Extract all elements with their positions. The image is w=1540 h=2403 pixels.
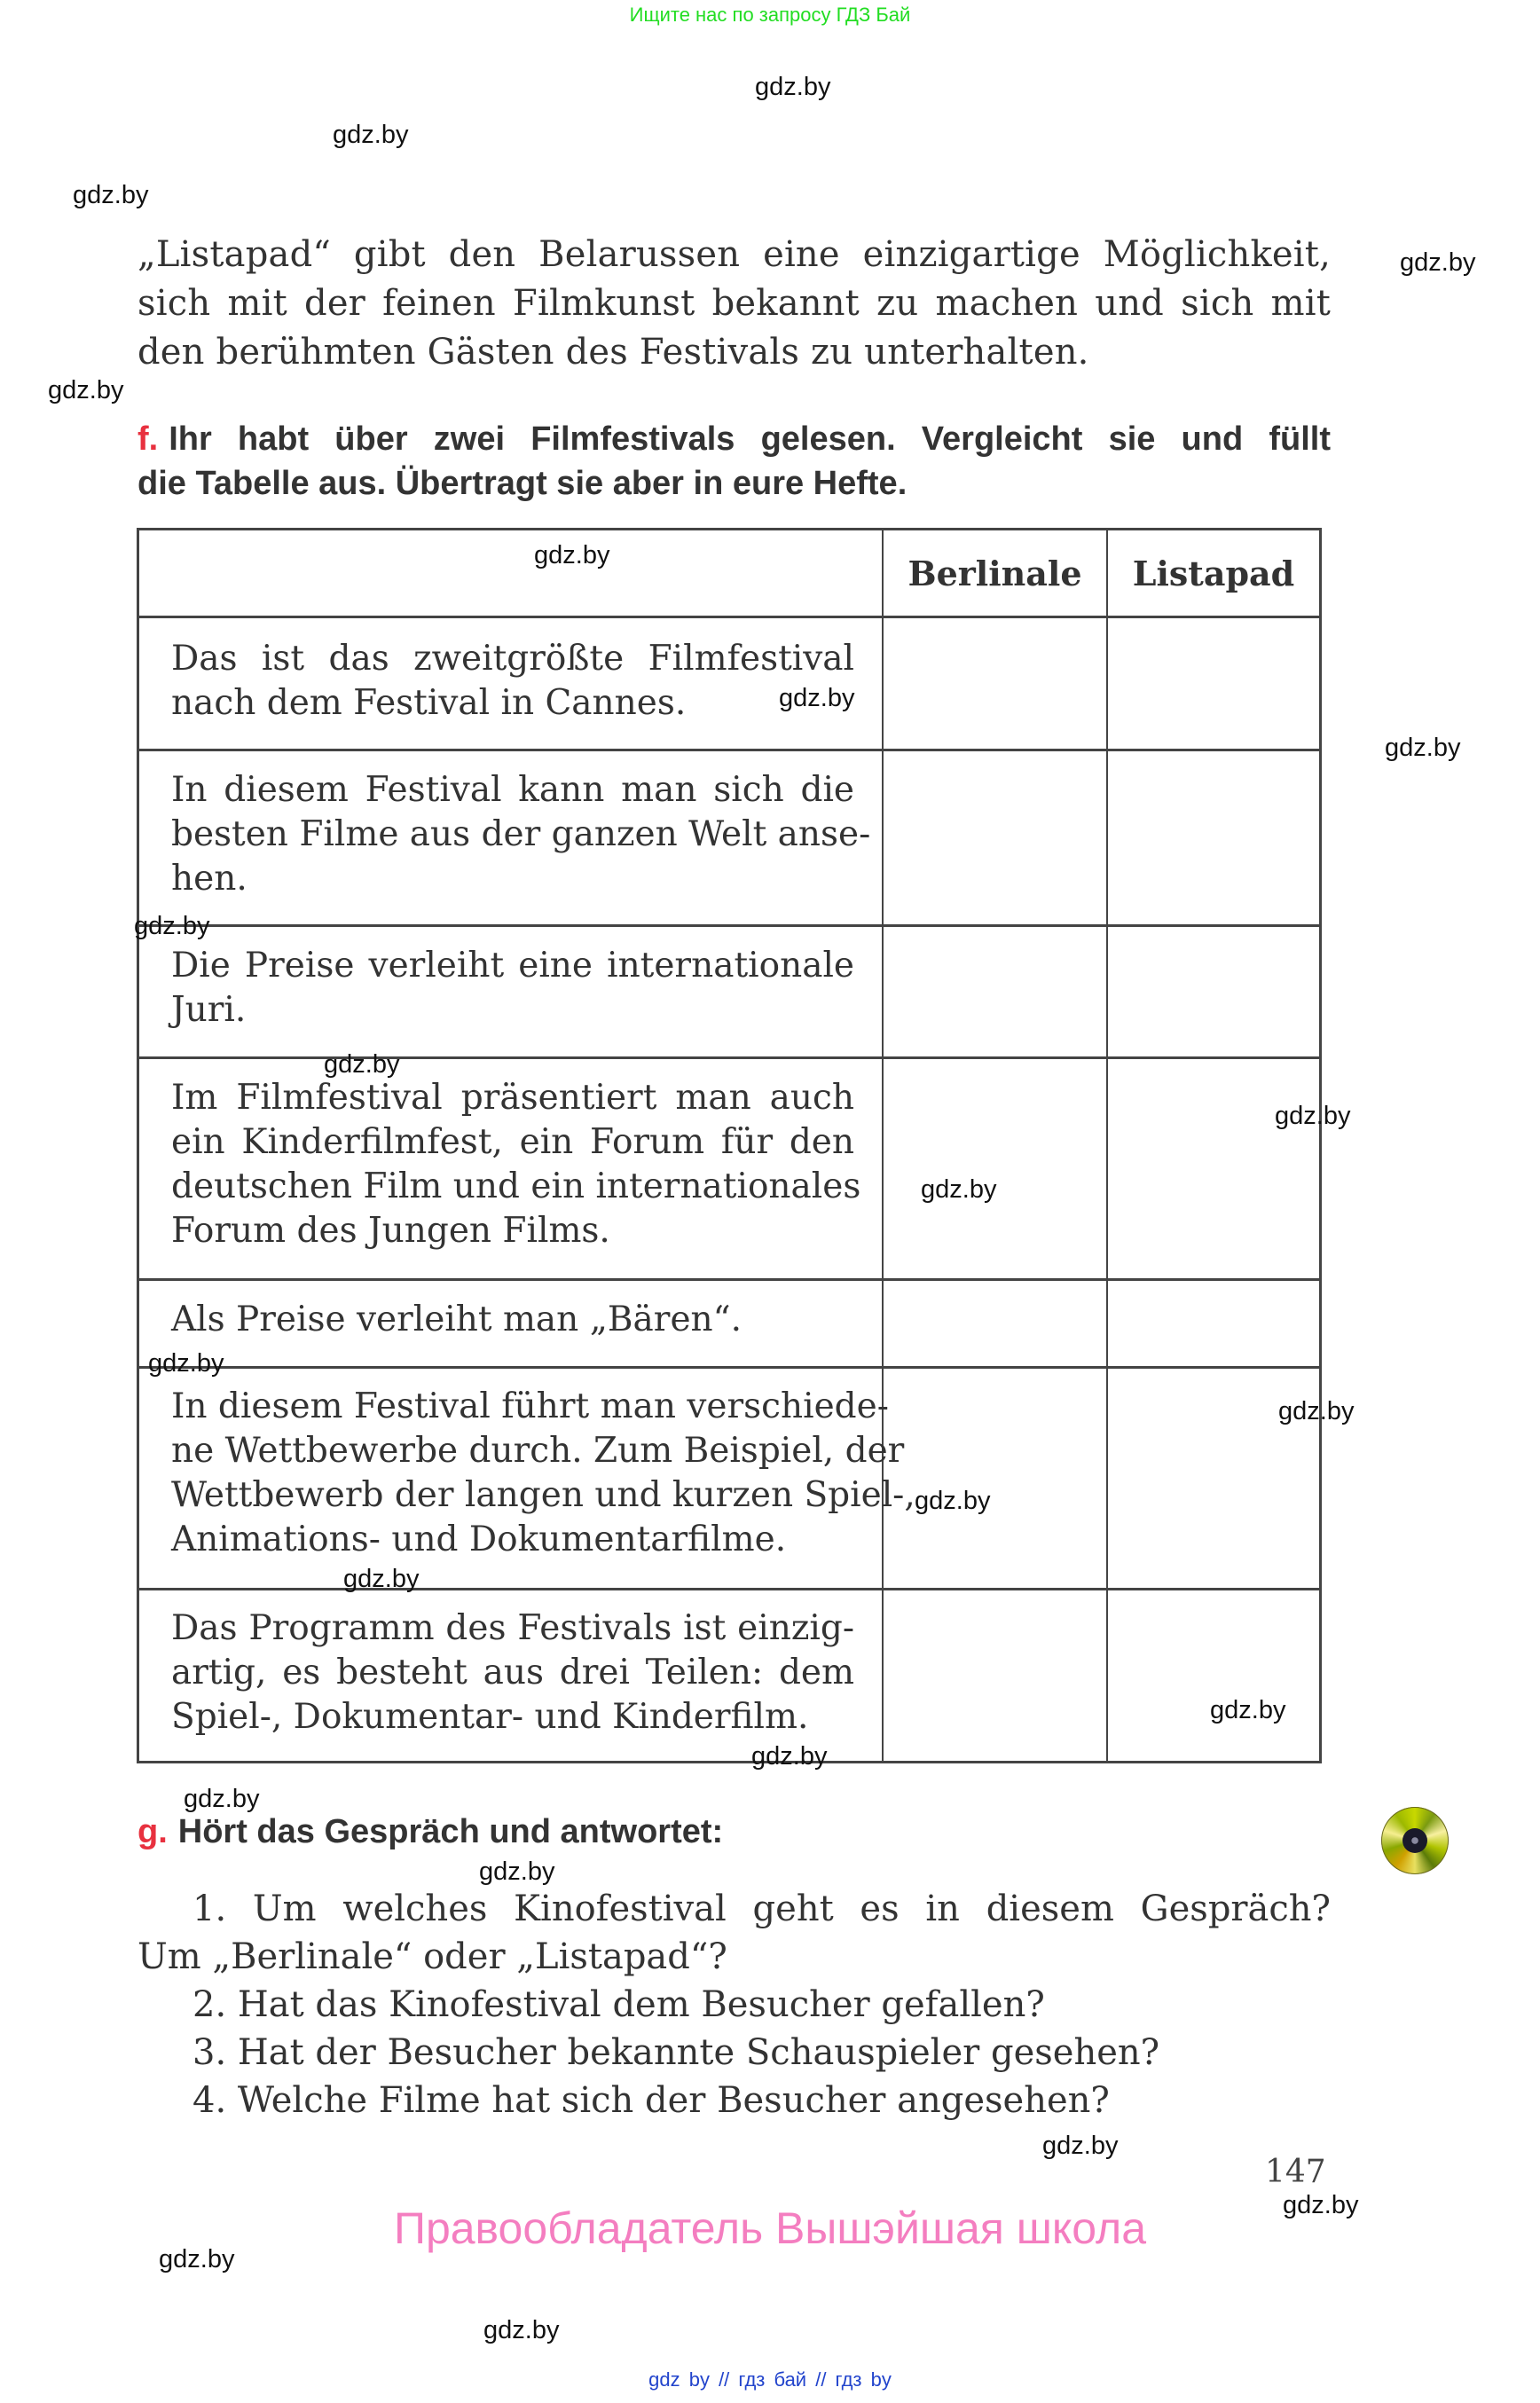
watermark: gdz.by	[1278, 1397, 1355, 1425]
question-2: 2. Hat das Kinofestival dem Besucher gefallen?	[192, 1984, 1045, 2025]
table-row-statement	[171, 1076, 861, 1253]
footer-links[interactable]: gdz by // гдз бай // гдз by	[648, 2368, 892, 2391]
paragraph-line: den berühmten Gästen des Festivals zu unterhalten.	[138, 332, 1089, 373]
watermark: gdz.by	[159, 2245, 235, 2273]
answer-cell-listapad[interactable]	[1108, 618, 1319, 749]
watermark: gdz.by	[48, 376, 124, 404]
cell-line: Das ist das zweitgrößte Filmfestival	[171, 639, 854, 679]
watermark: gdz.by	[73, 181, 149, 209]
answer-cell-berlinale[interactable]	[884, 1281, 1106, 1366]
answer-cell-listapad[interactable]	[1108, 927, 1319, 1056]
question-1-continued: Um „Berlinale“ oder „Listapad“?	[138, 1936, 727, 1977]
page-number: 147	[1265, 2154, 1326, 2190]
copyright-notice: Правообладатель Вышэйшая школа	[394, 2203, 1146, 2253]
table-row-statement	[171, 944, 854, 1033]
header-cell-berlinale: Berlinale	[908, 553, 1082, 593]
watermark: gdz.by	[324, 1050, 400, 1079]
paragraph-line: sich mit der feinen Filmkunst bekannt zu machen und sich mit	[138, 283, 1331, 324]
answer-cell-berlinale[interactable]	[884, 927, 1106, 1056]
cell-line: In diesem Festival führt man verschiede-	[171, 1386, 889, 1426]
comparison-table	[137, 528, 1322, 1763]
cell-line: artig, es besteht aus drei Teilen: dem	[171, 1653, 854, 1692]
cell-line: ein Kinderfilmfest, ein Forum für den	[171, 1122, 854, 1162]
answer-cell-berlinale[interactable]	[884, 1369, 1106, 1588]
watermark: gdz.by	[534, 541, 610, 569]
answer-cell-berlinale[interactable]	[884, 1590, 1106, 1761]
watermark: gdz.by	[483, 2316, 560, 2344]
watermark: gdz.by	[751, 1742, 828, 1771]
cell-line: ne Wettbewerbe durch. Zum Beispiel, der	[171, 1431, 905, 1471]
watermark: gdz.by	[1283, 2191, 1359, 2219]
watermark: gdz.by	[915, 1487, 991, 1515]
cell-line: besten Filme aus der ganzen Welt anse-	[171, 814, 871, 854]
cell-line: hen.	[171, 859, 248, 899]
question-3: 3. Hat der Besucher bekannte Schauspieler gesehen?	[192, 2032, 1160, 2073]
task-letter: f.	[138, 420, 159, 458]
task-title: Hört das Gespräch und antwortet:	[177, 1813, 724, 1850]
cell-line: In diesem Festival kann man sich die	[171, 770, 854, 810]
task-g-instruction	[138, 1810, 1331, 1854]
cell-line: Das Programm des Festivals ist einzig-	[171, 1608, 854, 1648]
cell-line: Forum des Jungen Films.	[171, 1211, 610, 1251]
intro-paragraph	[138, 231, 1331, 377]
cell-line: Animations- und Dokumentarfilme.	[171, 1520, 787, 1559]
header-cell-statement	[139, 530, 882, 616]
watermark: gdz.by	[148, 1349, 224, 1378]
cell-line: Die Preise verleiht eine internationale	[171, 946, 854, 986]
answer-cell-listapad[interactable]	[1108, 1059, 1319, 1278]
watermark: gdz.by	[184, 1785, 260, 1813]
question-1: 1. Um welches Kinofestival geht es in diesem Gespräch?	[192, 1889, 1331, 1929]
table-row-statement	[171, 637, 854, 726]
task-f-instruction	[138, 417, 1331, 506]
watermark: gdz.by	[1042, 2132, 1119, 2160]
audio-cd-icon[interactable]	[1381, 1807, 1449, 1874]
watermark: gdz.by	[333, 121, 409, 149]
answer-cell-listapad[interactable]	[1108, 1281, 1319, 1366]
watermark: gdz.by	[779, 684, 855, 712]
cell-line: Wettbewerb der langen und kurzen Spiel-,	[171, 1475, 915, 1515]
watermark: gdz.by	[755, 73, 831, 101]
table-row-statement	[171, 1606, 854, 1739]
table-row-statement	[171, 1298, 854, 1342]
paragraph-line: „Listapad“ gibt den Belarussen eine einzigartige Möglichkeit,	[138, 234, 1331, 275]
watermark: gdz.by	[1400, 248, 1476, 277]
answer-cell-listapad[interactable]	[1108, 751, 1319, 924]
question-list	[138, 1885, 1331, 2124]
answer-cell-listapad[interactable]	[1108, 1590, 1319, 1761]
answer-cell-berlinale[interactable]	[884, 751, 1106, 924]
cell-line: deutschen Film und ein internationales	[171, 1166, 861, 1206]
top-banner: Ищите нас по запросу ГДЗ Бай	[629, 4, 911, 26]
header-cell-listapad: Listapad	[1132, 553, 1295, 593]
cell-line: Im Filmfestival präsentiert man auch	[171, 1078, 854, 1118]
watermark: gdz.by	[343, 1565, 420, 1593]
cell-line: Juri.	[171, 990, 247, 1030]
watermark: gdz.by	[1210, 1696, 1286, 1724]
watermark: gdz.by	[1275, 1102, 1351, 1130]
table-row-statement	[171, 768, 871, 901]
answer-cell-berlinale[interactable]	[884, 618, 1106, 749]
cd-hole	[1402, 1828, 1427, 1853]
answer-cell-berlinale[interactable]	[884, 1059, 1106, 1278]
cell-line: Als Preise verleiht man „Bären“.	[171, 1300, 742, 1339]
cell-line: nach dem Festival in Cannes.	[171, 683, 687, 723]
cell-line: Spiel-, Dokumentar- und Kinderfilm.	[171, 1697, 809, 1737]
task-letter: g.	[138, 1813, 168, 1850]
task-text-line: die Tabelle aus. Übertragt sie aber in eure Hefte.	[138, 465, 908, 502]
watermark: gdz.by	[479, 1857, 555, 1886]
watermark: gdz.by	[921, 1175, 997, 1204]
table-row-statement	[171, 1385, 915, 1562]
task-text-line: Ihr habt über zwei Filmfestivals gelesen. Vergleicht sie und füllt	[169, 420, 1331, 458]
watermark: gdz.by	[134, 912, 210, 940]
watermark: gdz.by	[1385, 734, 1461, 762]
question-4: 4. Welche Filme hat sich der Besucher angesehen?	[192, 2080, 1110, 2121]
